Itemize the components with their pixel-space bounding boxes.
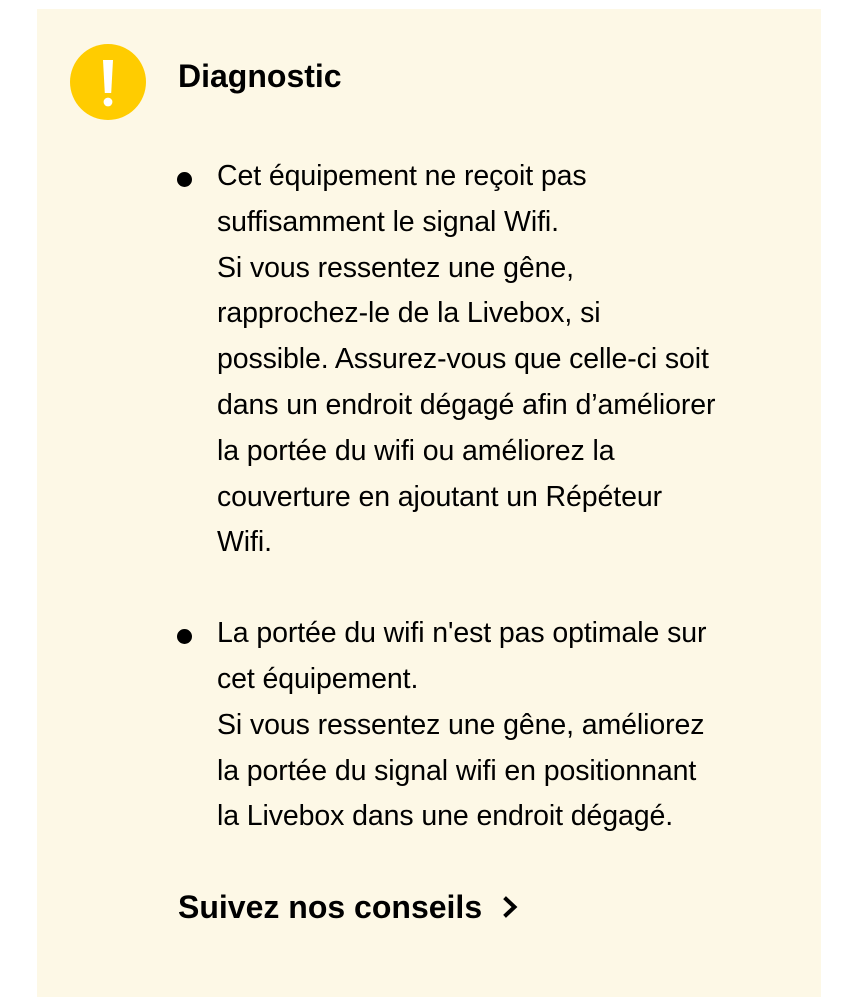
bullet-icon (177, 172, 192, 187)
tip-text: Cet équipement ne reçoit pas suffisamment le signal Wifi. Si vous ressentez une gêne, rapprochez-le de la Livebox, si possible. Assurez-vous que celle-ci soit dans un endroit dégagé afin d’améliorer la portée du wifi ou améliorez la couverture en ajoutant un Répéteur Wifi. (217, 160, 716, 559)
follow-advice-label: Suivez nos conseils (178, 889, 483, 925)
warning-exclamation-icon (70, 44, 146, 120)
list-item (176, 154, 806, 566)
diagnostic-title: Diagnostic (178, 58, 342, 94)
tip-text: La portée du wifi n'est pas optimale sur cet équipement. Si vous ressentez une gêne, améliorez la portée du signal wifi en positionnant la Livebox dans une endroit dégagé. (217, 617, 707, 833)
diagnostic-tip-list (176, 154, 806, 840)
bullet-icon (177, 629, 192, 644)
list-item (176, 611, 806, 840)
follow-advice-link[interactable] (178, 887, 520, 927)
chevron-right-icon (502, 896, 520, 918)
